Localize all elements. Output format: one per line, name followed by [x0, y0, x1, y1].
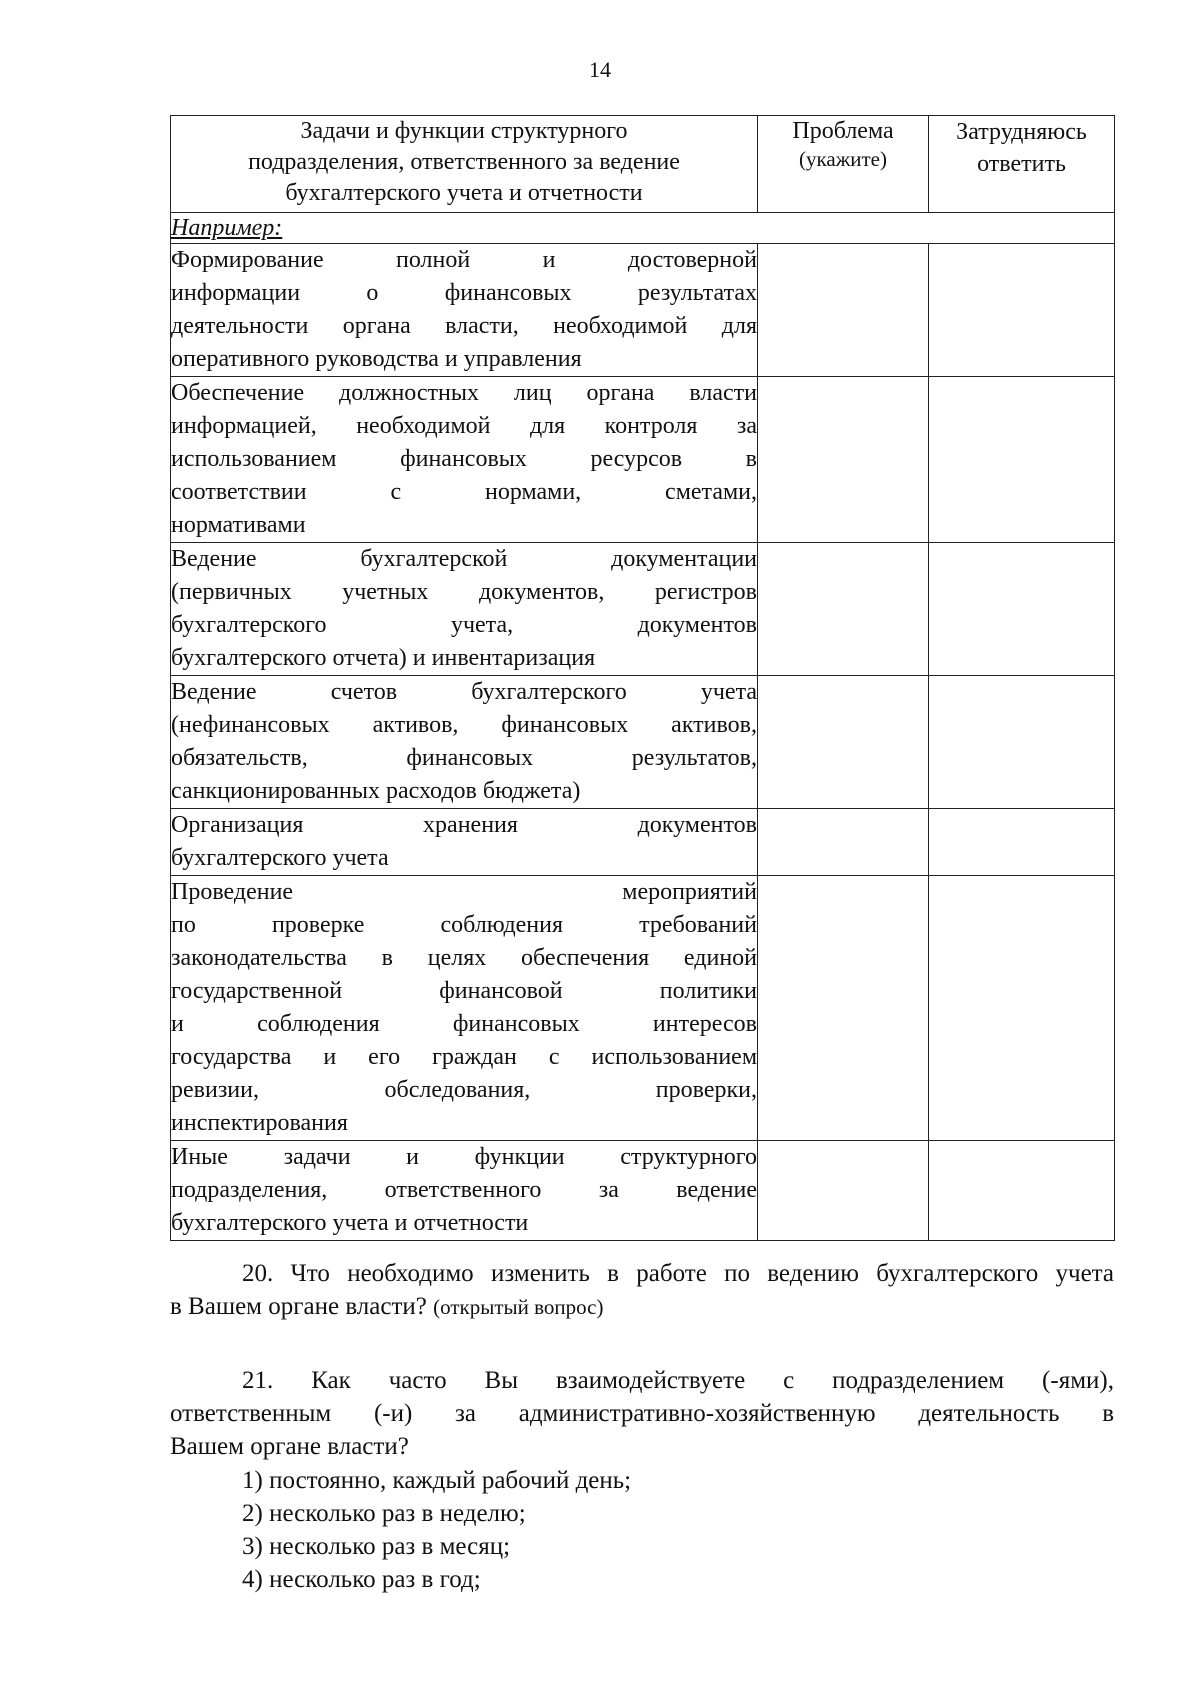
- answer-option: 2) несколько раз в неделю;: [242, 1500, 526, 1527]
- task-line: законодательства в целях обеспечения единой: [171, 945, 757, 971]
- survey-table: [170, 115, 1115, 1241]
- table-row: [171, 876, 1115, 1141]
- task-line: бухгалтерского учета, документов: [171, 612, 757, 638]
- header-problem-label: Проблема: [792, 118, 894, 144]
- task-line: (первичных учетных документов, регистров: [171, 579, 757, 605]
- problem-answer-cell[interactable]: [758, 876, 929, 1141]
- task-line: обязательств, финансовых результатов,: [171, 745, 757, 771]
- task-line: Ведение счетов бухгалтерского учета: [171, 679, 757, 705]
- task-description-cell: [171, 676, 758, 809]
- task-line: Обеспечение должностных лиц органа власти: [171, 380, 757, 406]
- question-20-line-1: 20. Что необходимо изменить в работе по ведению бухгалтерского учета: [242, 1260, 1114, 1287]
- header-problem-note: (укажите): [799, 147, 887, 171]
- difficult-answer-cell[interactable]: [929, 1141, 1115, 1241]
- question-20-text: в Вашем органе власти?: [170, 1293, 427, 1320]
- question-21-line-3: Вашем органе власти?: [170, 1433, 409, 1460]
- question-21-options: [242, 1464, 631, 1596]
- table-row: [171, 377, 1115, 543]
- difficult-answer-cell[interactable]: [929, 876, 1115, 1141]
- task-line: оперативного руководства и управления: [171, 346, 582, 372]
- task-line: (нефинансовых активов, финансовых активов,: [171, 712, 757, 738]
- difficult-answer-cell[interactable]: [929, 676, 1115, 809]
- question-20-line-2: [170, 1290, 1114, 1323]
- task-line: бухгалтерского отчета) и инвентаризация: [171, 645, 596, 671]
- header-difficult-line: ответить: [977, 151, 1066, 177]
- task-description-cell: [171, 377, 758, 543]
- problem-answer-cell[interactable]: [758, 543, 929, 676]
- header-task-column: [171, 116, 758, 213]
- table-row: [171, 676, 1115, 809]
- task-line: бухгалтерского учета: [171, 845, 389, 871]
- task-description-cell: [171, 1141, 758, 1241]
- task-line: и соблюдения финансовых интересов: [171, 1011, 757, 1037]
- difficult-answer-cell[interactable]: [929, 377, 1115, 543]
- task-line: государственной финансовой политики: [171, 978, 757, 1004]
- task-line: нормативами: [171, 512, 306, 538]
- task-line: государства и его граждан с использованием: [171, 1044, 757, 1070]
- question-20-note: (открытый вопрос): [433, 1295, 604, 1319]
- page-number: 14: [589, 57, 611, 82]
- problem-answer-cell[interactable]: [758, 1141, 929, 1241]
- header-problem-column: [758, 116, 929, 213]
- task-line: по проверке соблюдения требований: [171, 912, 757, 938]
- problem-answer-cell[interactable]: [758, 377, 929, 543]
- example-label: Например:: [171, 213, 1115, 244]
- table-row: [171, 244, 1115, 377]
- task-line: Формирование полной и достоверной: [171, 247, 757, 273]
- question-21-line-2: ответственным (-и) за административно-хозяйственную деятельность в: [170, 1400, 1114, 1427]
- task-line: соответствии с нормами, сметами,: [171, 479, 757, 505]
- task-line: Организация хранения документов: [171, 812, 757, 838]
- task-line: подразделения, ответственного за ведение: [171, 1177, 757, 1203]
- table-row: [171, 1141, 1115, 1241]
- table-header-row: [171, 116, 1115, 213]
- question-21: [170, 1364, 1114, 1463]
- task-description-cell: [171, 809, 758, 876]
- header-task-line: подразделения, ответственного за ведение: [248, 149, 680, 175]
- task-line: ревизии, обследования, проверки,: [171, 1077, 757, 1103]
- task-line: использованием финансовых ресурсов в: [171, 446, 757, 472]
- task-description-cell: [171, 876, 758, 1141]
- task-line: Ведение бухгалтерской документации: [171, 546, 757, 572]
- answer-option: 4) несколько раз в год;: [242, 1566, 481, 1593]
- answer-option: 3) несколько раз в месяц;: [242, 1533, 511, 1560]
- problem-answer-cell[interactable]: [758, 244, 929, 377]
- table-row: [171, 809, 1115, 876]
- difficult-answer-cell[interactable]: [929, 543, 1115, 676]
- question-20: [170, 1257, 1114, 1323]
- header-task-line: бухгалтерского учета и отчетности: [285, 180, 643, 206]
- header-task-line: Задачи и функции структурного: [300, 118, 628, 144]
- problem-answer-cell[interactable]: [758, 676, 929, 809]
- table-row: [171, 543, 1115, 676]
- problem-answer-cell[interactable]: [758, 809, 929, 876]
- question-21-line-1: 21. Как часто Вы взаимодействуете с подразделением (-ями),: [242, 1367, 1114, 1394]
- task-line: Иные задачи и функции структурного: [171, 1144, 757, 1170]
- task-line: санкционированных расходов бюджета): [171, 778, 581, 804]
- header-difficult-line: Затрудняюсь: [956, 119, 1087, 145]
- task-line: инспектирования: [171, 1110, 348, 1136]
- header-difficult-column: [929, 116, 1115, 213]
- difficult-answer-cell[interactable]: [929, 244, 1115, 377]
- task-line: бухгалтерского учета и отчетности: [171, 1210, 529, 1236]
- task-line: информацией, необходимой для контроля за: [171, 413, 757, 439]
- task-description-cell: [171, 543, 758, 676]
- task-line: информации о финансовых результатах: [171, 280, 757, 306]
- task-description-cell: [171, 244, 758, 377]
- task-line: деятельности органа власти, необходимой для: [171, 313, 757, 339]
- answer-option: 1) постоянно, каждый рабочий день;: [242, 1467, 632, 1494]
- task-line: Проведение мероприятий: [171, 879, 757, 905]
- example-row: [171, 213, 1115, 244]
- difficult-answer-cell[interactable]: [929, 809, 1115, 876]
